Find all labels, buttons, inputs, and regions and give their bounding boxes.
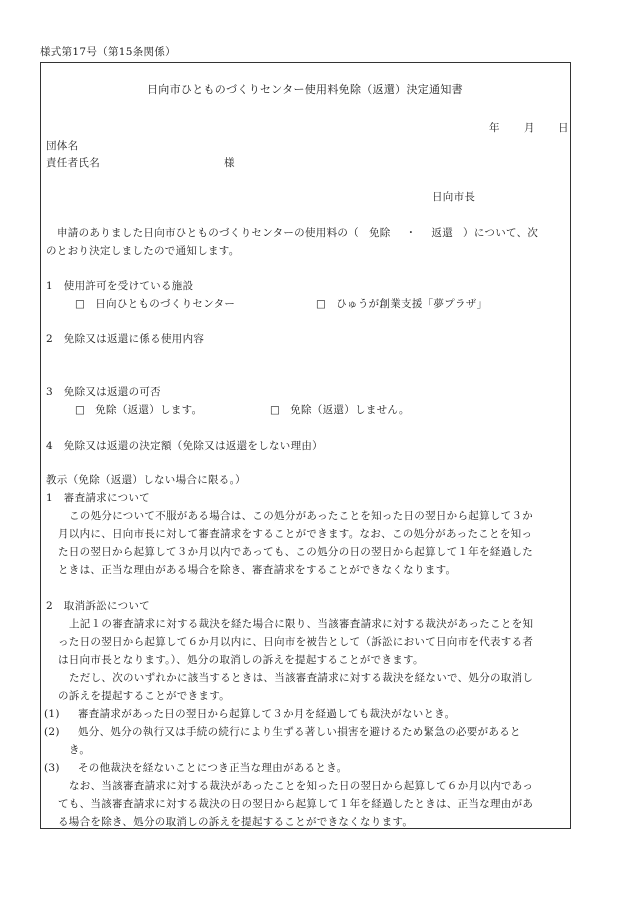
instruction-item-2-line: は日向市長となります。）、処分の取消しの訴えを提起することができます。 <box>58 654 424 666</box>
instruction-item-2-line: 上記１の審査請求に対する裁決を経た場合に限り、当該審査請求に対する裁決があったことを知 <box>69 618 534 630</box>
case-text: 審査請求があった日の翌日から起算して３か月を経過しても裁決がないとき。 <box>78 708 456 720</box>
decision-option-2-label: 免除（返還）しません。 <box>290 404 410 416</box>
org-name-label: 団体名 <box>46 140 79 152</box>
case-number: (2) <box>44 726 60 738</box>
decision-option-1 <box>75 403 202 417</box>
section-1-title: 1 使用許可を受けている施設 <box>46 280 194 292</box>
issuer: 日向市長 <box>432 191 476 203</box>
form-number: 様式第17号（第15条関係） <box>40 46 176 58</box>
case-text: 処分、処分の執行又は手続の続行により生ずる著しい損害を避けるため緊急の必要があると <box>78 726 521 738</box>
instruction-heading: 教示（免除（返還）しない場合に限る。） <box>46 474 246 486</box>
intro-line-2: のとおり決定しましたので通知します。 <box>46 245 240 257</box>
decision-option-2 <box>270 403 410 417</box>
instruction-item-1-line: た日の翌日から起算して３か月以内であっても、この処分の日の翌日から起算して１年を経過した <box>58 546 534 558</box>
facility-option-1 <box>75 297 235 311</box>
closing-line: る場合を除き、処分の取消しの訴えを提起することができなくなります。 <box>58 816 414 828</box>
section-4-title: 4 免除又は返還の決定額（免除又は返還をしない理由） <box>46 440 323 452</box>
date-month-label: 月 <box>524 122 535 134</box>
checkbox-icon: □ <box>316 298 327 310</box>
separator-dot: ・ <box>405 227 417 239</box>
instruction-item-2-line: った日の翌日から起算して６か月以内に、日向市を被告として（訴訟において日向市を代表する者 <box>58 636 534 648</box>
instruction-item-2-line: の訴えを提起することができます。 <box>58 690 230 702</box>
date-year-label: 年 <box>489 122 500 134</box>
checkbox-icon: □ <box>75 404 86 416</box>
facility-option-2-label: ひゅうが創業支援「夢プラザ」 <box>336 298 488 310</box>
decision-option-1-label: 免除（返還）します。 <box>95 404 203 416</box>
closing-line: なお、当該審査請求に対する裁決があったことを知った日の翌日から起算して６か月以内であっ <box>69 780 534 792</box>
intro-text-end: ）について、次 <box>463 227 539 239</box>
case-text: き。 <box>69 744 91 756</box>
instruction-item-2-title: 2 取消訴訟について <box>46 600 150 612</box>
checkbox-icon: □ <box>270 404 281 416</box>
intro-line-1 <box>46 226 538 240</box>
instruction-item-1-line: ときは、正当な理由がある場合を除き、審査請求をすることができなくなります。 <box>58 564 457 576</box>
instruction-item-1-line: この処分について不服がある場合は、この処分があったことを知った日の翌日から起算して３か <box>69 510 534 522</box>
honorific: 様 <box>224 157 235 169</box>
facility-option-2 <box>316 297 487 311</box>
person-name-label: 責任者氏名 <box>46 157 100 169</box>
date-day-label: 日 <box>558 122 569 134</box>
instruction-item-1-title: 1 審査請求について <box>46 492 150 504</box>
intro-text-start: 申請のありました日向市ひとものづくりセンターの使用料の（ <box>57 227 359 239</box>
instruction-item-1-line: 月以内に、日向市長に対して審査請求をすることができます。なお、この処分があったことを知っ <box>58 528 533 540</box>
page-title: 日向市ひとものづくりセンター使用料免除（返還）決定通知書 <box>147 83 463 96</box>
facility-option-1-label: 日向ひとものづくりセンター <box>95 298 236 310</box>
case-text: その他裁決を経ないことにつき正当な理由があるとき。 <box>78 762 348 774</box>
checkbox-icon: □ <box>75 298 86 310</box>
instruction-item-2-line: ただし、次のいずれかに該当するときは、当該審査請求に対する裁決を経ないで、処分の取消し <box>69 672 534 684</box>
form-frame <box>40 62 571 829</box>
closing-line: ても、当該審査請求に対する裁決の日の翌日から起算して１年を経過したときは、正当な理由があ <box>58 798 534 810</box>
case-number: (3) <box>44 762 60 774</box>
section-2-title: 2 免除又は返還に係る使用内容 <box>46 333 205 345</box>
refund-option: 返還 <box>431 227 454 239</box>
section-3-title: 3 免除又は返還の可否 <box>46 386 161 398</box>
case-number: (1) <box>44 708 60 720</box>
exempt-option: 免除 <box>368 227 391 239</box>
